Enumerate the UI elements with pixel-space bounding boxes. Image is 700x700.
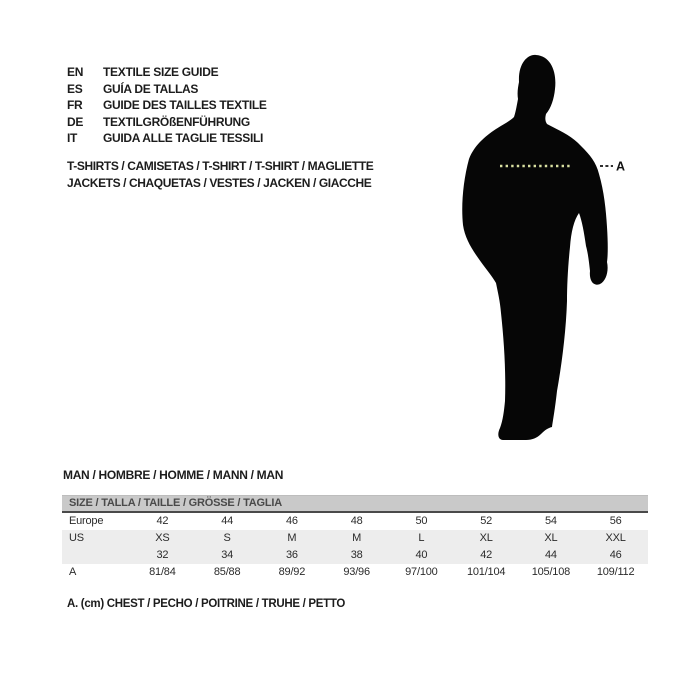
lang-row-it	[67, 130, 267, 147]
cell: 105/108	[531, 566, 571, 578]
lang-label: TEXTILGRÖßENFÜHRUNG	[103, 114, 250, 129]
lang-label: GUÍA DE TALLAS	[103, 81, 199, 96]
cell: 85/88	[213, 566, 241, 578]
cell: 44	[544, 549, 557, 561]
cell: XXL	[605, 532, 626, 544]
cell: 101/104	[466, 566, 506, 578]
cell: S	[223, 532, 231, 544]
language-list	[67, 64, 267, 147]
lang-row-en	[67, 64, 267, 81]
section-title-man: MAN / HOMBRE / HOMME / MANN / MAN	[63, 468, 284, 482]
cell: 97/100	[405, 566, 438, 578]
row-label	[62, 547, 130, 564]
table-row-alt-size	[62, 547, 648, 564]
lang-code: EN	[67, 65, 84, 79]
lang-label: GUIDE DES TAILLES TEXTILE	[103, 98, 267, 112]
row-label: US	[69, 532, 84, 544]
cell: 42	[156, 515, 169, 527]
garment-type-lines	[67, 158, 373, 192]
cell: 93/96	[343, 566, 370, 578]
cell: 36	[285, 549, 298, 561]
cell: M	[287, 532, 297, 544]
lang-code: ES	[67, 81, 83, 96]
garment-line-jackets: JACKETS / CHAQUETAS / VESTES / JACKEN / GIACCHE	[67, 176, 372, 190]
cell: 46	[609, 549, 622, 561]
cell: 48	[350, 515, 363, 527]
cell: 40	[415, 549, 428, 561]
cell: L	[418, 532, 425, 544]
cell: 32	[156, 549, 169, 561]
lang-label: GUIDA ALLE TAGLIE TESSILI	[103, 131, 264, 145]
cell: 50	[415, 515, 428, 527]
row-label: Europe	[69, 515, 104, 527]
cell: 54	[544, 515, 557, 527]
measurement-footnote: A. (cm) CHEST / PECHO / POITRINE / TRUHE / PETTO	[67, 598, 346, 610]
table-row-europe	[62, 513, 648, 530]
cell: XL	[479, 532, 493, 544]
lang-row-de	[67, 114, 267, 131]
cell: 56	[609, 515, 622, 527]
man-silhouette	[462, 55, 608, 440]
cell: 109/112	[596, 566, 635, 578]
measurement-label-a: A	[616, 159, 626, 174]
cell: 44	[221, 515, 234, 527]
garment-line-tshirts: T-SHIRTS / CAMISETAS / T-SHIRT / T-SHIRT / MAGLIETTE	[67, 159, 374, 173]
cell: 38	[350, 549, 363, 561]
lang-code: FR	[67, 98, 83, 112]
size-table-header: SIZE / TALLA / TAILLE / GRÖSSE / TAGLIA	[62, 495, 648, 513]
lang-code: DE	[67, 114, 84, 129]
cell: M	[352, 532, 362, 544]
lang-row-es	[67, 81, 267, 98]
cell: 89/92	[278, 566, 306, 578]
cell: 46	[285, 515, 298, 527]
cell: 34	[221, 549, 234, 561]
table-row-us	[62, 530, 648, 547]
size-table	[62, 495, 648, 581]
lang-code: IT	[67, 131, 78, 145]
table-row-chest-a	[62, 564, 648, 581]
cell: XS	[155, 532, 170, 544]
cell: 52	[480, 515, 493, 527]
lang-row-fr	[67, 97, 267, 114]
cell: 42	[480, 549, 493, 561]
row-label: A	[69, 566, 77, 578]
cell: 81/84	[149, 566, 176, 578]
cell: XL	[544, 532, 558, 544]
lang-label: TEXTILE SIZE GUIDE	[103, 65, 219, 79]
man-figure	[455, 50, 645, 450]
